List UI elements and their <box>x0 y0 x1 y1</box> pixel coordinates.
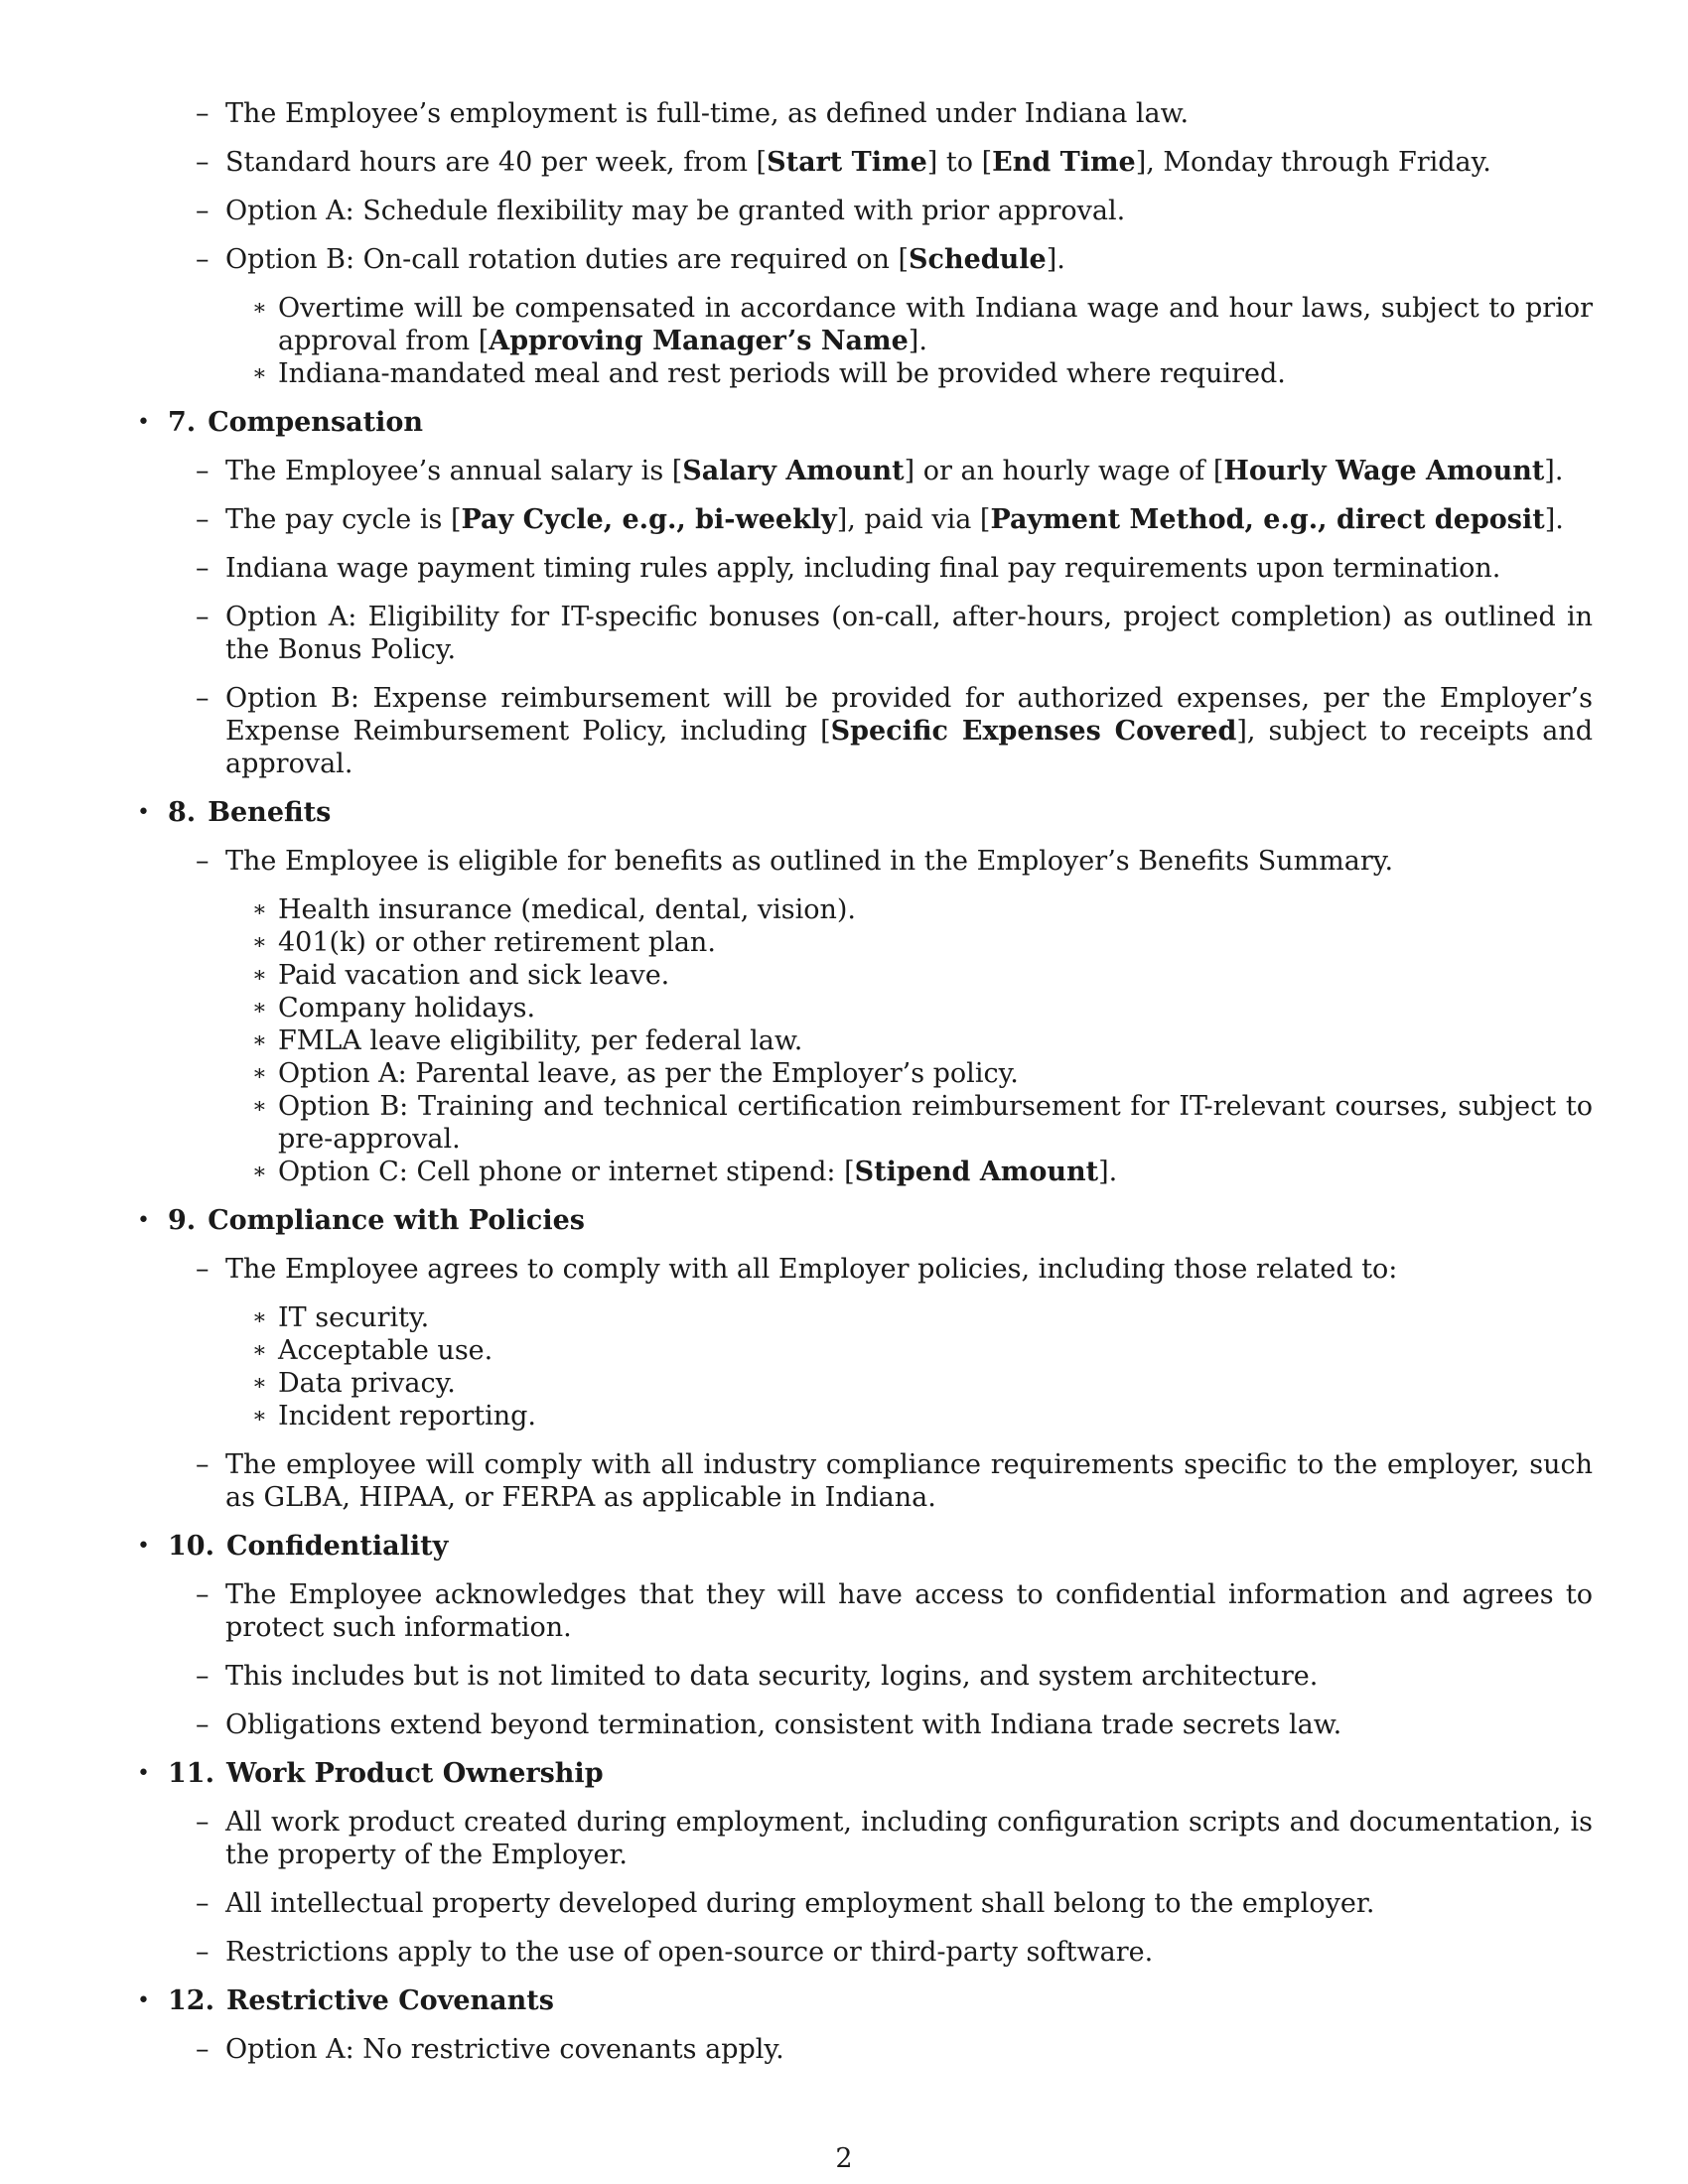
star-marker: ∗ <box>252 930 267 955</box>
section-bullet: • <box>137 1208 150 1233</box>
star-marker: ∗ <box>252 1160 267 1184</box>
text-segment: Overtime will be compensated in accordance with Indiana wage and hour laws, subject to prior approval from [ <box>278 293 1593 356</box>
sub-list-item <box>168 1301 1593 1334</box>
dash-marker: – <box>196 1888 210 1919</box>
text-segment: ], paid via [ <box>836 504 991 535</box>
sub-list-item <box>168 357 1593 390</box>
star-marker: ∗ <box>252 1371 267 1396</box>
sub-list-item <box>168 1090 1593 1156</box>
text-segment: Option B: On-call rotation duties are required on [ <box>225 244 910 275</box>
list-item <box>168 1936 1593 1969</box>
text-segment: Obligations extend beyond termination, consistent with Indiana trade secrets law. <box>225 1709 1342 1740</box>
text-segment: ]. <box>908 326 927 356</box>
list-item <box>168 2033 1593 2066</box>
section-compensation <box>132 406 1593 780</box>
text-segment: Option C: Cell phone or internet stipend: [ <box>278 1157 855 1187</box>
list-item <box>168 503 1593 536</box>
dash-marker: – <box>196 1449 210 1480</box>
list-item <box>168 1708 1593 1741</box>
section-heading <box>168 406 1593 439</box>
list-item <box>168 1806 1593 1871</box>
text-segment: ]. <box>1544 504 1564 535</box>
section-work-product <box>132 1757 1593 1969</box>
sub-list-item <box>168 1156 1593 1188</box>
dash-marker: – <box>196 98 210 129</box>
placeholder-field: Pay Cycle, e.g., bi-weekly <box>461 504 837 535</box>
section-number: 11. <box>168 1758 214 1789</box>
text-segment: Data privacy. <box>278 1368 456 1399</box>
sub-list <box>168 1301 1593 1433</box>
section-benefits <box>132 796 1593 1188</box>
text-segment: ], subject to receipts and approval. <box>225 716 1593 779</box>
star-marker: ∗ <box>252 296 267 321</box>
dash-marker: – <box>196 1937 210 1968</box>
list-item <box>168 455 1593 487</box>
placeholder-field: Payment Method, e.g., direct deposit <box>990 504 1545 535</box>
section-heading <box>168 796 1593 829</box>
text-segment: ]. <box>1046 244 1065 275</box>
text-segment: ]. <box>1544 456 1564 486</box>
section-confidentiality <box>132 1530 1593 1741</box>
dash-marker: – <box>196 2034 210 2065</box>
document-body <box>132 97 1593 2066</box>
text-segment: The Employee acknowledges that they will have access to confidential information and agrees to protect such information. <box>225 1579 1593 1643</box>
section-heading <box>168 1530 1593 1563</box>
list-item <box>168 1253 1593 1286</box>
section-number: 8. <box>168 797 197 828</box>
placeholder-field: Salary Amount <box>682 456 905 486</box>
star-marker: ∗ <box>252 996 267 1021</box>
text-segment: 401(k) or other retirement plan. <box>278 927 716 958</box>
star-marker: ∗ <box>252 1094 267 1119</box>
star-marker: ∗ <box>252 1404 267 1429</box>
text-segment: The pay cycle is [ <box>225 504 462 535</box>
star-marker: ∗ <box>252 963 267 988</box>
text-segment: Restrictions apply to the use of open-source or third-party software. <box>225 1937 1154 1968</box>
section-number: 7. <box>168 407 197 438</box>
section-bullet: • <box>137 410 150 435</box>
text-segment: Indiana-mandated meal and rest periods will be provided where required. <box>278 358 1286 389</box>
text-segment: Option B: Training and technical certification reimbursement for IT-relevant courses, subject to pre-approval. <box>278 1091 1593 1155</box>
text-segment: Company holidays. <box>278 993 536 1024</box>
placeholder-field: Stipend Amount <box>854 1157 1099 1187</box>
text-segment: The employee will comply with all industry compliance requirements specific to the employer, such as GLBA, HIPAA, or FERPA as applicable in Indiana. <box>225 1449 1593 1513</box>
star-marker: ∗ <box>252 1028 267 1053</box>
star-marker: ∗ <box>252 1338 267 1363</box>
text-segment: Option A: Eligibility for IT-specific bonuses (on-call, after-hours, project completion) as outlined in the Bonus Policy. <box>225 602 1593 665</box>
text-segment: This includes but is not limited to data security, logins, and system architecture. <box>225 1661 1319 1692</box>
section-heading <box>168 1984 1593 2017</box>
text-segment: The Employee is eligible for benefits as outlined in the Employer’s Benefits Summary. <box>225 846 1394 877</box>
placeholder-field: Approving Manager’s Name <box>489 326 909 356</box>
section-bullet: • <box>137 1761 150 1786</box>
list-item <box>168 146 1593 179</box>
sub-list <box>168 893 1593 1188</box>
text-segment: The Employee agrees to comply with all Employer policies, including those related to: <box>225 1254 1398 1285</box>
section-number: 12. <box>168 1985 214 2016</box>
text-segment: IT security. <box>278 1302 430 1333</box>
text-segment: ]. <box>1098 1157 1118 1187</box>
sub-list <box>168 292 1593 390</box>
dash-marker: – <box>196 456 210 486</box>
dash-marker: – <box>196 553 210 584</box>
text-segment: The Employee’s annual salary is [ <box>225 456 683 486</box>
section-title: Compliance with Policies <box>208 1205 585 1236</box>
section-top <box>132 97 1593 390</box>
star-marker: ∗ <box>252 1305 267 1330</box>
list-item <box>168 1887 1593 1920</box>
dash-marker: – <box>196 147 210 178</box>
dash-marker: – <box>196 1579 210 1610</box>
text-segment: ] to [ <box>926 147 993 178</box>
text-segment: ] or an hourly wage of [ <box>904 456 1224 486</box>
section-title: Benefits <box>208 797 332 828</box>
list-item <box>168 682 1593 780</box>
list-item <box>168 1448 1593 1514</box>
dash-marker: – <box>196 504 210 535</box>
text-segment: Health insurance (medical, dental, vision). <box>278 894 857 925</box>
dash-marker: – <box>196 1661 210 1692</box>
section-bullet: • <box>137 800 150 825</box>
dash-marker: – <box>196 244 210 275</box>
section-bullet: • <box>137 1534 150 1559</box>
text-segment: Indiana wage payment timing rules apply, including final pay requirements upon termination. <box>225 553 1501 584</box>
list-item <box>168 243 1593 276</box>
list-item <box>168 845 1593 878</box>
star-marker: ∗ <box>252 361 267 386</box>
placeholder-field: End Time <box>992 147 1136 178</box>
list-item <box>168 195 1593 227</box>
sub-list-item <box>168 959 1593 992</box>
star-marker: ∗ <box>252 1061 267 1086</box>
sub-list-item <box>168 1024 1593 1057</box>
list-item <box>168 552 1593 585</box>
section-title: Work Product Ownership <box>225 1758 604 1789</box>
list-item <box>168 97 1593 130</box>
text-segment: ], Monday through Friday. <box>1135 147 1491 178</box>
section-title: Restrictive Covenants <box>225 1985 554 2016</box>
sub-list-item <box>168 1334 1593 1367</box>
text-segment: All intellectual property developed during employment shall belong to the employer. <box>225 1888 1375 1919</box>
dash-marker: – <box>196 683 210 714</box>
sub-list-item <box>168 1400 1593 1433</box>
text-segment: Incident reporting. <box>278 1401 536 1432</box>
text-segment: Option B: Expense reimbursement will be provided for authorized expenses, per the Employer’s Expense Reimbursement Policy, including [ <box>225 683 1593 747</box>
text-segment: Option A: Parental leave, as per the Employer’s policy. <box>278 1058 1019 1089</box>
list-item <box>168 601 1593 666</box>
section-heading <box>168 1204 1593 1237</box>
section-restrictive-covenants <box>132 1984 1593 2066</box>
section-title: Confidentiality <box>225 1531 449 1562</box>
section-number: 9. <box>168 1205 197 1236</box>
dash-marker: – <box>196 196 210 226</box>
section-heading <box>168 1757 1593 1790</box>
star-marker: ∗ <box>252 897 267 922</box>
sub-list-item <box>168 1057 1593 1090</box>
placeholder-field: Schedule <box>909 244 1047 275</box>
placeholder-field: Start Time <box>767 147 927 178</box>
placeholder-field: Specific Expenses Covered <box>830 716 1237 747</box>
text-segment: Option A: Schedule flexibility may be granted with prior approval. <box>225 196 1126 226</box>
dash-marker: – <box>196 1807 210 1838</box>
sub-list-item <box>168 292 1593 357</box>
section-number: 10. <box>168 1531 214 1562</box>
list-item <box>168 1578 1593 1644</box>
text-segment: Acceptable use. <box>278 1335 493 1366</box>
dash-marker: – <box>196 602 210 632</box>
text-segment: All work product created during employment, including configuration scripts and documentation, is the property of the Employer. <box>225 1807 1593 1870</box>
text-segment: Standard hours are 40 per week, from [ <box>225 147 768 178</box>
dash-marker: – <box>196 1254 210 1285</box>
sub-list-item <box>168 893 1593 926</box>
sub-list-item <box>168 926 1593 959</box>
sub-list-item <box>168 992 1593 1024</box>
text-segment: FMLA leave eligibility, per federal law. <box>278 1025 803 1056</box>
dash-marker: – <box>196 1709 210 1740</box>
sub-list-item <box>168 1367 1593 1400</box>
section-title: Compensation <box>208 407 424 438</box>
text-segment: Option A: No restrictive covenants apply. <box>225 2034 784 2065</box>
page-number: 2 <box>835 2143 853 2174</box>
section-bullet: • <box>137 1988 150 2013</box>
text-segment: Paid vacation and sick leave. <box>278 960 670 991</box>
placeholder-field: Hourly Wage Amount <box>1223 456 1545 486</box>
section-compliance <box>132 1204 1593 1514</box>
list-item <box>168 1660 1593 1693</box>
text-segment: The Employee’s employment is full-time, as defined under Indiana law. <box>225 98 1190 129</box>
dash-marker: – <box>196 846 210 877</box>
